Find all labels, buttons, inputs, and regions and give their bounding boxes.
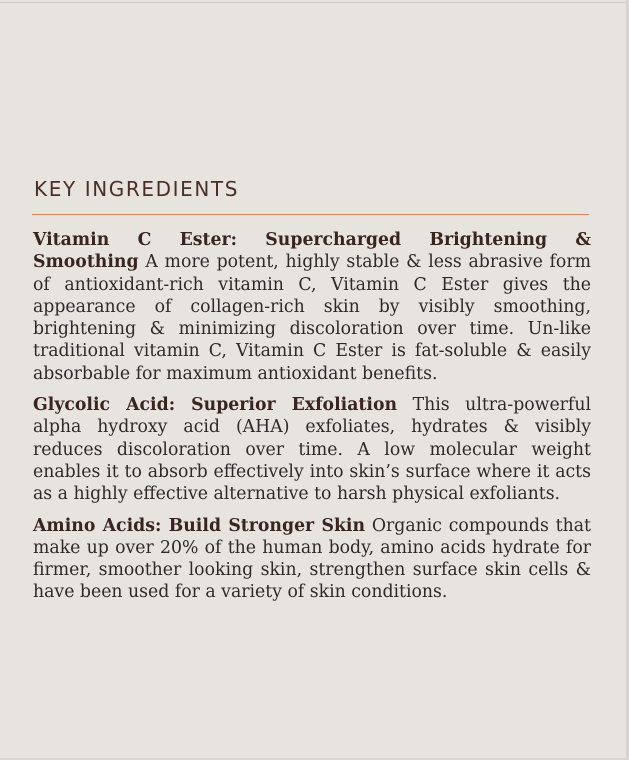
ingredient-glycolic-acid [33,394,591,505]
ingredient-name: Glycolic Acid: Superior Exfoliation [33,395,398,416]
ingredients-list [33,229,591,613]
ingredient-vitamin-c-ester [33,229,591,385]
ingredient-description: This ultra-powerful alpha hydroxy acid (AHA) exfoliates, hydrates & visibly reduces discoloration over time. A low molecular weight enables it to absorb effectively into skin’s surface where it acts as a highly effective alternative to harsh physical exfoliants. [33,395,591,505]
ingredient-name: Vitamin C Ester: Supercharged Brightening & Smoothing [33,230,591,273]
section-title: KEY INGREDIENTS [34,177,240,201]
ingredient-description: A more potent, highly stable & less abrasive form of antioxidant-rich vitamin C, Vitamin C Ester gives the appearance of collagen-rich skin by visibly smoothing, brightening & minimizing discoloration over time. Un-like traditional vitamin C, Vitamin C Ester is fat-soluble & easily absorbable for maximum antioxidant benefits. [33,252,591,384]
ingredient-description: Organic compounds that make up over 20% of the human body, amino acids hydrate for firmer, smoother looking skin, strengthen surface skin cells & have been used for a variety of skin conditions. [33,515,591,603]
top-edge-divider [0,2,626,3]
ingredient-amino-acids [33,515,591,604]
title-underline [32,214,589,215]
ingredient-name: Amino Acids: Build Stronger Skin [33,515,366,536]
